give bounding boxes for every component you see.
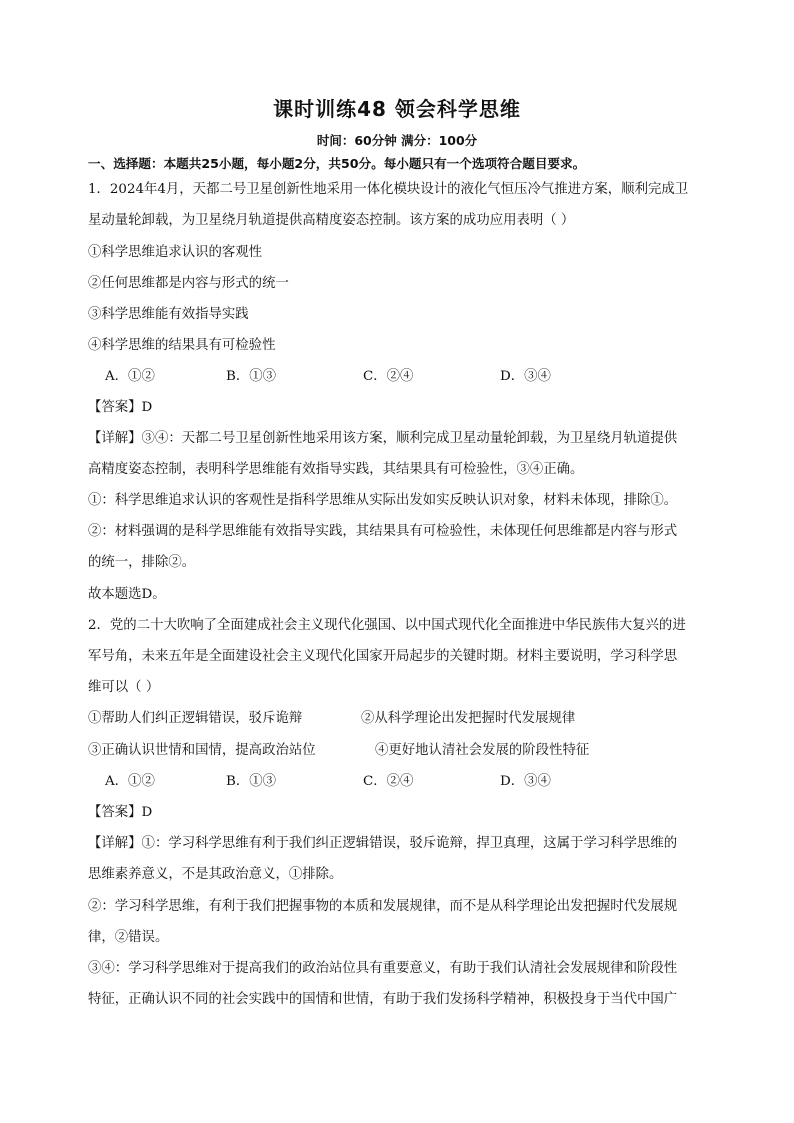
question-2-line-1: 2．党的二十大吹响了全面建成社会主义现代化强国、以中国式现代化全面推进中华民族伟大复兴的进 <box>88 618 686 633</box>
question-1-statement-3: ③科学思维能有效指导实践 <box>88 307 249 322</box>
question-2-explanation-6: 特征，正确认识不同的社会实践中的国情和世情，有助于我们发扬科学精神，积极投身于当代中国广 <box>88 992 678 1007</box>
question-1-option-b: B．①③ <box>226 369 277 384</box>
question-1-answer: 【答案】D <box>88 400 153 415</box>
question-1-statement-2: ②任何思维都是内容与形式的统一 <box>88 276 289 291</box>
question-2-explanation-2: 思维素养意义，不是其政治意义，①排除。 <box>88 867 343 882</box>
question-1-option-a: A．①② <box>105 369 155 384</box>
question-2-line-3: 维可以（ ） <box>88 680 160 695</box>
question-1-explanation-1: 【详解】③④：天都二号卫星创新性地采用该方案，顺利完成卫星动量轮卸载，为卫星绕月轨道提供 <box>88 431 678 446</box>
question-1-statement-1: ①科学思维追求认识的客观性 <box>88 245 263 260</box>
question-1-line-2: 星动量轮卸载，为卫星绕月轨道提供高精度姿态控制。该方案的成功应用表明（ ） <box>88 213 575 228</box>
question-2-explanation-5: ③④：学习科学思维对于提高我们的政治站位具有重要意义，有助于我们认清社会发展规律和阶段性 <box>88 961 678 976</box>
question-2-option-a: A．①② <box>105 774 155 789</box>
question-2-line-2: 军号角，未来五年是全面建设社会主义现代化国家开局起步的关键时期。材料主要说明，学习科学思 <box>88 649 678 664</box>
question-2-explanation-4: 律，②错误。 <box>88 930 169 945</box>
time-score-info: 时间：60分钟 满分：100分 <box>316 133 478 148</box>
question-1-explanation-3: ①：科学思维追求认识的客观性是指科学思维从实际出发如实反映认识对象，材料未体现，排除①。 <box>88 493 678 508</box>
question-1-explanation-4: ②：材料强调的是科学思维能有效指导实践，其结果具有可检验性，未体现任何思维都是内容与形式 <box>88 524 678 539</box>
question-2-option-d: D．③④ <box>500 774 551 789</box>
question-1-statement-4: ④科学思维的结果具有可检验性 <box>88 338 276 353</box>
question-1-option-d: D．③④ <box>500 369 551 384</box>
question-2-statement-2: ②从科学理论出发把握时代发展规律 <box>361 711 576 726</box>
question-1-option-c: C．②④ <box>363 369 414 384</box>
question-2-statement-3: ③正确认识世情和国情，提高政治站位 <box>88 743 316 758</box>
page-title: 课时训练48 领会科学思维 <box>273 97 521 121</box>
section-heading: 一、选择题：本题共25小题，每小题2分，共50分。每小题只有一个选项符合题目要求。 <box>88 156 586 171</box>
question-2-explanation-1: 【详解】①：学习科学思维有利于我们纠正逻辑错误，驳斥诡辩，捍卫真理，这属于学习科学思维的 <box>88 836 678 851</box>
question-2-explanation-3: ②：学习科学思维，有利于我们把握事物的本质和发展规律，而不是从科学理论出发把握时代发展规 <box>88 899 678 914</box>
question-2-statement-1: ①帮助人们纠正逻辑错误，驳斥诡辩 <box>88 711 303 726</box>
question-2-option-b: B．①③ <box>226 774 277 789</box>
question-2-statement-4: ④更好地认清社会发展的阶段性特征 <box>375 743 590 758</box>
question-1-explanation-5: 的统一，排除②。 <box>88 555 196 570</box>
question-1-line-1: 1．2024年4月，天都二号卫星创新性地采用一体化模块设计的液化气恒压冷气推进方案，顺利完成卫 <box>88 182 689 197</box>
question-1-explanation-2: 高精度姿态控制，表明科学思维能有效指导实践，其结果具有可检验性，③④正确。 <box>88 462 584 477</box>
question-2-option-c: C．②④ <box>363 774 414 789</box>
question-2-answer: 【答案】D <box>88 805 153 820</box>
question-1-conclusion: 故本题选D。 <box>88 587 166 602</box>
